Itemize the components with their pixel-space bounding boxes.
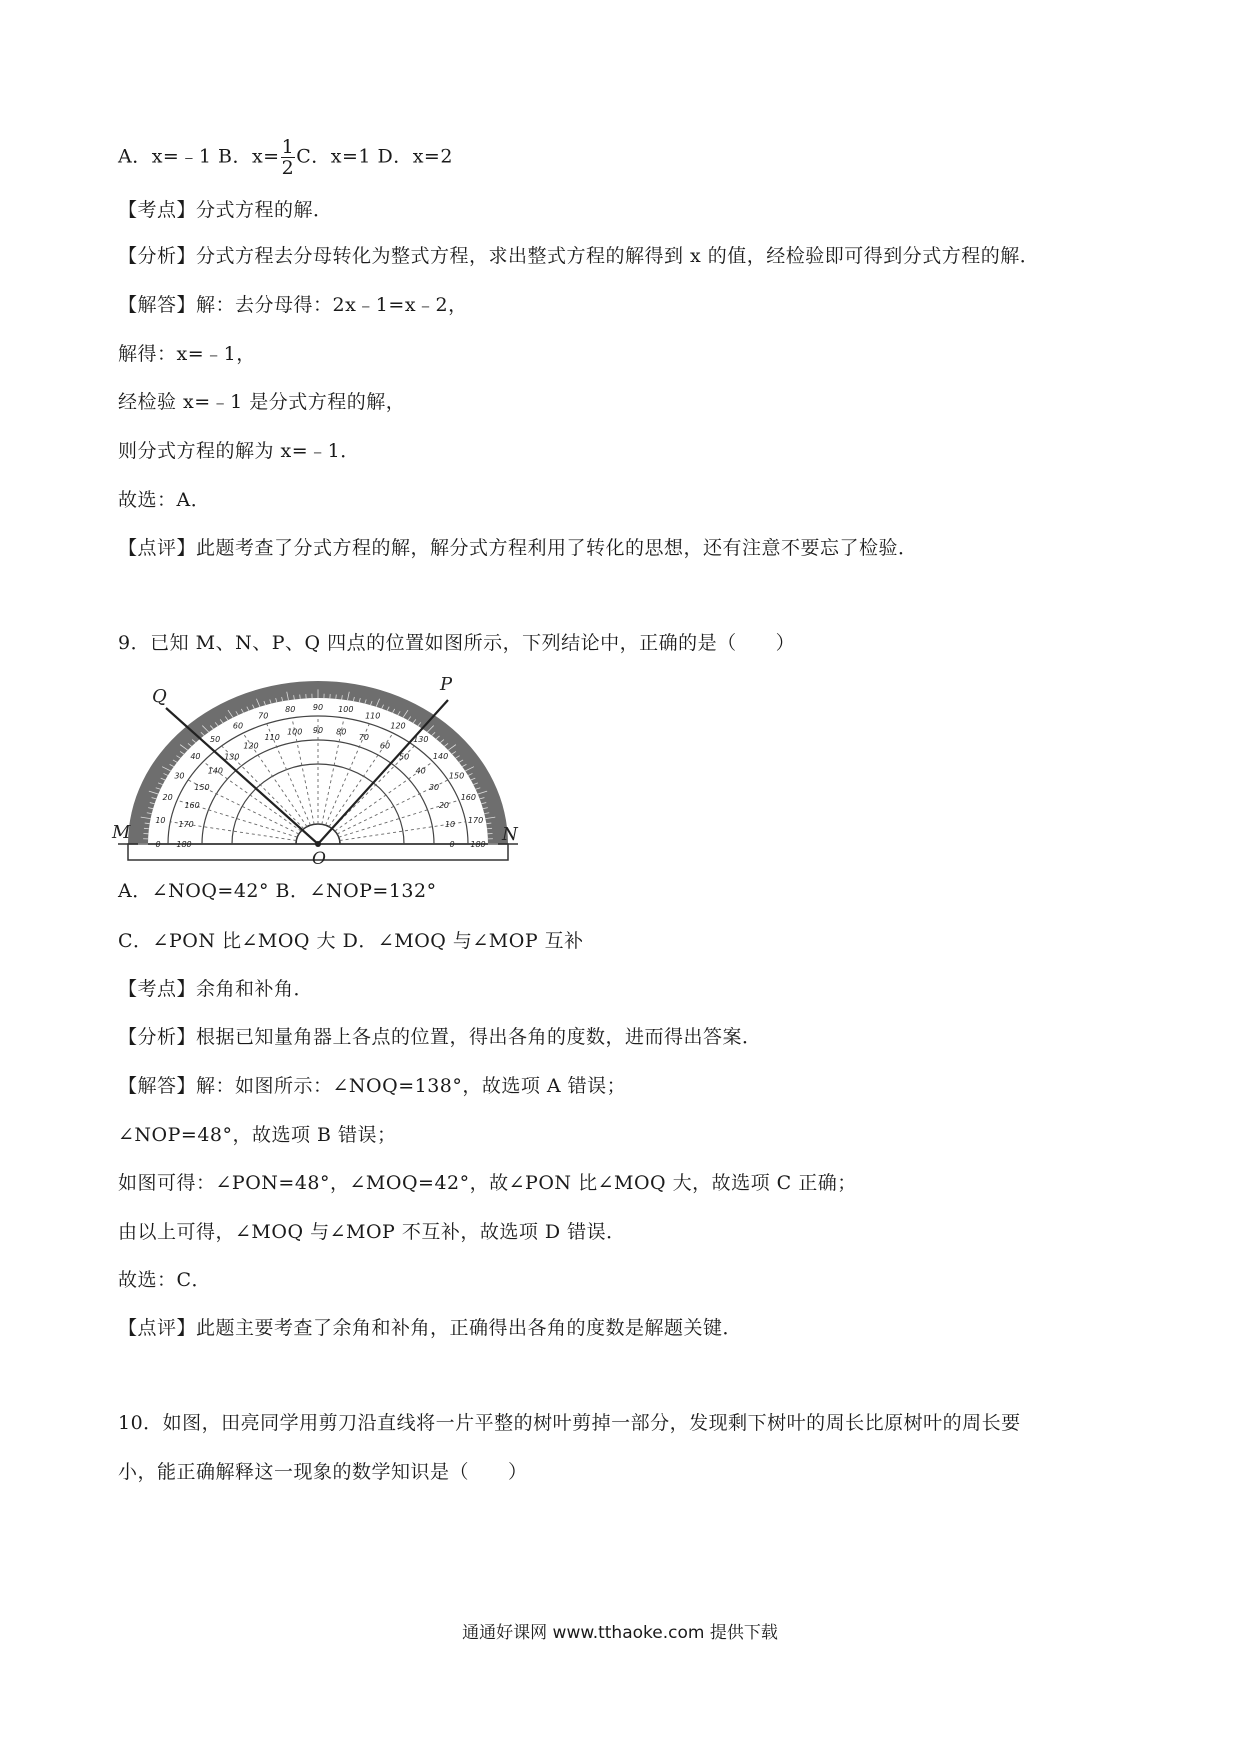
protractor-outer-label: 150	[448, 771, 465, 781]
q8-choice: 故选：A．	[118, 489, 211, 511]
protractor-inner-label: 170	[178, 820, 194, 830]
page-footer: 通通好课网 www.tthaoke.com 提供下载	[462, 1623, 778, 1643]
protractor-inner-label: 130	[224, 752, 240, 762]
q8-options-a: A．x=﹣1 B．x=	[118, 145, 280, 168]
q9-dianping: 【点评】此题主要考查了余角和补角，正确得出各角的度数是解题关键．	[118, 1317, 743, 1339]
q8-fraction	[281, 137, 296, 178]
protractor-inner-label: 150	[194, 783, 210, 792]
protractor-outer-label: 140	[432, 751, 449, 761]
protractor-inner-label: 80	[336, 727, 347, 737]
protractor-outer-label: 170	[467, 816, 484, 826]
protractor-outer-label: 80	[285, 705, 296, 715]
protractor-inner-label: 20	[438, 801, 450, 811]
protractor-inner-label: 30	[428, 783, 440, 792]
protractor-tick	[336, 695, 337, 699]
q9-kaodian: 【考点】余角和补角．	[118, 978, 314, 1000]
protractor-inner-label: 90	[312, 726, 324, 735]
q9-jieda: 【解答】解：如图所示：∠NOQ=138°，故选项 A 错误；	[118, 1075, 627, 1097]
protractor-inner-label: 60	[379, 741, 391, 751]
label-p: P	[440, 674, 453, 695]
protractor-inner-label: 10	[444, 820, 456, 830]
q8-dianping: 【点评】此题考查了分式方程的解，解分式方程利用了转化的思想，还有注意不要忘了检验．	[118, 537, 918, 559]
protractor-inner-label: 70	[358, 732, 369, 742]
q8-jieda: 【解答】解：去分母得：2x﹣1=x﹣2，	[118, 294, 468, 316]
protractor-inner-label: 180	[176, 840, 192, 849]
protractor-inner-label: 100	[287, 727, 303, 737]
q9-option-cd: C．∠PON 比∠MOQ 大 D．∠MOQ 与∠MOP 互补	[118, 930, 584, 952]
q8-fraction-numerator: 1	[281, 136, 295, 158]
q9-step2: 如图可得：∠PON=48°，∠MOQ=42°，故∠PON 比∠MOQ 大，故选项 C 正确；	[118, 1172, 857, 1194]
protractor-inner-label: 160	[184, 801, 200, 811]
protractor-outer-label: 160	[460, 793, 476, 803]
protractor-inner-label: 120	[243, 741, 259, 751]
q9-step3: 由以上可得，∠MOQ 与∠MOP 不互补，故选项 D 错误．	[118, 1221, 626, 1243]
protractor-figure	[112, 668, 518, 870]
protractor-outer-label: 180	[470, 840, 486, 849]
q10-stem-line2: 小，能正确解释这一现象的数学知识是（ ）	[118, 1461, 528, 1483]
q8-fenxi: 【分析】分式方程去分母转化为整式方程，求出整式方程的解得到 x 的值，经检验即可得到分式方程的解．	[118, 245, 1040, 267]
protractor-outer-label: 90	[312, 703, 324, 712]
protractor-inner-label: 40	[415, 766, 426, 776]
protractor-inner-label: 0	[449, 840, 455, 849]
protractor-outer-label: 100	[338, 705, 354, 715]
protractor-tick	[300, 695, 301, 699]
q9-stem: 9．已知 M、N、P、Q 四点的位置如图所示，下列结论中，正确的是（ ）	[118, 632, 796, 654]
q8-step1: 解得：x=﹣1，	[118, 343, 256, 365]
q8-fraction-denominator: 2	[281, 157, 295, 179]
protractor-outer-label: 110	[365, 711, 381, 721]
protractor-outer-label: 130	[413, 735, 429, 745]
point-o	[315, 841, 321, 847]
protractor-outer-label: 120	[390, 721, 406, 731]
protractor-outer-label: 60	[232, 721, 244, 731]
protractor-inner-label: 110	[264, 732, 280, 742]
q8-kaodian: 【考点】分式方程的解．	[118, 199, 333, 221]
q9-option-ab: A．∠NOQ=42° B．∠NOP=132°	[118, 880, 437, 902]
q8-step2: 经检验 x=﹣1 是分式方程的解，	[118, 391, 406, 413]
q9-step1: ∠NOP=48°，故选项 B 错误；	[118, 1124, 397, 1146]
q10-stem-line1: 10．如图，田亮同学用剪刀沿直线将一片平整的树叶剪掉一部分，发现剩下树叶的周长比原树叶的周长要	[118, 1412, 1021, 1434]
q8-options	[118, 137, 453, 178]
q8-step3: 则分式方程的解为 x=﹣1．	[118, 440, 360, 462]
label-n: N	[502, 824, 518, 845]
protractor-inner-label: 50	[399, 752, 410, 762]
q9-choice: 故选：C．	[118, 1269, 212, 1291]
protractor-outer-label: 30	[174, 771, 185, 781]
protractor-outer-label: 70	[258, 711, 269, 721]
ray-op	[318, 700, 448, 844]
protractor-outer-label: 50	[210, 735, 221, 745]
protractor-outer-label: 20	[162, 793, 173, 803]
label-o: O	[312, 849, 326, 869]
q9-fenxi: 【分析】根据已知量角器上各点的位置，得出各角的度数，进而得出答案．	[118, 1026, 762, 1048]
protractor-outer-label: 10	[155, 816, 166, 826]
protractor-inner-label: 140	[207, 766, 223, 776]
protractor-diagram	[112, 668, 518, 869]
label-m: M	[112, 822, 131, 843]
protractor-outer-label: 40	[190, 751, 201, 761]
label-q: Q	[152, 686, 167, 707]
protractor-outer-label: 0	[155, 840, 161, 849]
q8-options-rest: C．x=1 D．x=2	[296, 145, 453, 168]
